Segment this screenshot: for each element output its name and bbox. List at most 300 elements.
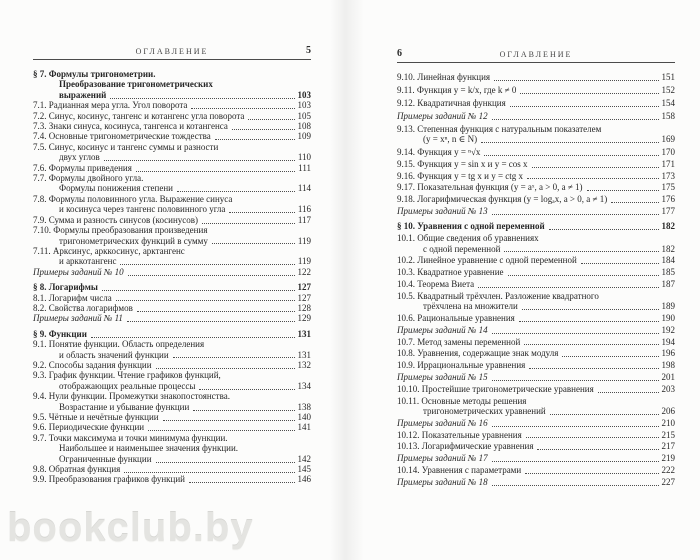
dot-leader <box>527 178 658 179</box>
toc-line <box>397 171 675 181</box>
toc-line <box>33 142 311 152</box>
toc-page-number: 192 <box>661 324 675 335</box>
toc-entry <box>33 69 311 100</box>
toc-line <box>33 313 311 323</box>
toc-entry-text: Примеры заданий № 16 <box>397 417 488 428</box>
toc-entry <box>33 370 311 391</box>
toc-page-number: 111 <box>298 162 311 173</box>
toc-entry <box>397 372 675 382</box>
toc-entry <box>33 142 311 163</box>
toc-entry-text: 7.7. Формулы двойного угла. <box>33 173 144 184</box>
toc-entry-text: 9.12. Квадратичная функция <box>397 97 506 108</box>
dot-leader <box>137 311 295 312</box>
dot-leader <box>492 426 659 427</box>
toc-entry <box>397 221 675 231</box>
toc-page-number: 203 <box>661 383 675 394</box>
toc-page-number: 227 <box>661 476 675 487</box>
toc-entry <box>397 384 675 394</box>
toc-page-number: 119 <box>297 256 311 267</box>
toc-line <box>397 111 675 121</box>
toc-line <box>397 348 675 358</box>
toc-line <box>397 372 675 382</box>
toc-entry-text: 7.8. Формулы половинного угла. Выражение синуса <box>33 193 233 204</box>
toc-page-number: 110 <box>297 152 311 163</box>
dot-leader <box>492 333 659 334</box>
toc-line <box>397 441 675 451</box>
toc-line <box>397 384 675 394</box>
toc-page-number: 103 <box>297 89 311 100</box>
toc-line <box>33 246 311 256</box>
toc-page-number: 134 <box>297 380 311 391</box>
dot-leader <box>492 214 659 215</box>
toc-entry <box>397 465 675 475</box>
toc-page-number: 114 <box>297 183 311 194</box>
toc-entry <box>397 396 675 417</box>
toc-page-number: 127 <box>297 292 311 303</box>
dot-leader <box>524 344 658 345</box>
toc-entry-text: 10.10. Простейшие тригонометрические уравнения <box>397 383 594 394</box>
toc-entry <box>33 303 311 313</box>
toc-page-number: 196 <box>661 348 675 359</box>
toc-entry <box>397 255 675 265</box>
book-page-right <box>397 48 675 488</box>
toc-entry-text: 9.7. Точки максимума и точки минимума функции. <box>33 432 228 443</box>
toc-entry <box>33 391 311 412</box>
toc-line <box>397 182 675 192</box>
toc-entry-text: 10.1. Общие сведения об уравнениях <box>397 233 539 244</box>
toc-page-number: 170 <box>661 146 675 157</box>
toc-page-number: 117 <box>297 214 311 225</box>
toc-entry <box>33 464 311 474</box>
toc-line <box>33 282 311 292</box>
dot-leader <box>492 485 659 486</box>
dot-leader <box>478 287 658 288</box>
toc-entry <box>397 124 675 145</box>
watermark-text: bookclub.by <box>7 506 254 550</box>
toc-line <box>59 183 311 193</box>
toc-entry <box>397 313 675 323</box>
toc-entry <box>33 474 311 484</box>
toc-line <box>33 464 311 474</box>
toc-entry-text: 9.10. Линейная функция <box>397 72 491 82</box>
toc-entry-text: § 7. Формулы тригонометрии. <box>33 69 156 79</box>
toc-entry <box>33 313 311 323</box>
toc-line <box>59 454 311 464</box>
toc-line <box>397 85 675 95</box>
toc-entry-text: 7.3. Знаки синуса, косинуса, тангенса и котангенса <box>33 121 228 132</box>
toc-entry-text: (y = xⁿ, n ∈ N) <box>423 134 478 145</box>
dot-leader <box>549 229 659 230</box>
dot-leader <box>116 300 295 301</box>
dot-leader <box>532 167 659 168</box>
dot-leader <box>484 155 658 156</box>
toc-page-number: 127 <box>297 282 311 293</box>
dot-leader <box>508 275 659 276</box>
toc-page-number: 128 <box>297 302 311 313</box>
dot-leader <box>526 437 659 438</box>
toc-entry <box>33 360 311 370</box>
dot-leader <box>104 160 295 161</box>
toc-list-right <box>397 72 675 487</box>
toc-line <box>33 339 311 349</box>
dot-leader <box>120 264 294 265</box>
toc-page-number: 132 <box>297 359 311 370</box>
toc-entry <box>397 453 675 463</box>
toc-entry <box>33 422 311 432</box>
toc-entry-text: Примеры заданий № 18 <box>397 476 488 487</box>
toc-line <box>397 98 675 108</box>
dot-leader <box>529 368 658 369</box>
toc-line <box>59 79 311 89</box>
dot-leader <box>504 251 658 252</box>
toc-page-number: 184 <box>661 255 675 266</box>
dot-leader <box>494 80 658 81</box>
dot-leader <box>127 321 295 322</box>
toc-entry-text: Примеры заданий № 15 <box>397 371 488 382</box>
toc-entry-text: § 9. Функции <box>33 328 87 339</box>
toc-entry-text: тригонометрических уравнений <box>423 405 546 416</box>
dot-leader <box>492 119 659 120</box>
toc-entry-text: 9.1. Понятие функции. Область определения <box>33 339 205 350</box>
toc-entry <box>33 100 311 110</box>
toc-entry-text: 9.11. Функция y = k/x, где k ≠ 0 <box>397 84 517 95</box>
toc-entry-text: 7.6. Формулы приведения <box>33 162 132 173</box>
toc-entry <box>397 72 675 82</box>
toc-line <box>33 267 311 277</box>
toc-line <box>397 337 675 347</box>
toc-entry-text: 9.5. Чётные и нечётные функции <box>33 412 159 422</box>
toc-line <box>33 225 311 235</box>
toc-entry-text: Примеры заданий № 10 <box>33 266 124 277</box>
toc-entry <box>397 111 675 121</box>
toc-line <box>33 360 311 370</box>
dot-leader <box>522 309 659 310</box>
dot-leader <box>193 410 294 411</box>
toc-page-number: 138 <box>297 401 311 412</box>
toc-entry-text: с одной переменной <box>423 243 501 254</box>
toc-line <box>397 124 675 134</box>
running-title: ОГЛАВЛЕНИЕ <box>135 47 209 56</box>
toc-page-number: 129 <box>297 313 311 324</box>
dot-leader <box>189 482 295 483</box>
toc-entry-text: 8.1. Логарифм числа <box>33 292 112 303</box>
toc-entry-text: 9.14. Функция y = ⁿ√x <box>397 146 481 157</box>
dot-leader <box>562 356 658 357</box>
toc-page-number: 116 <box>297 204 311 215</box>
toc-page-number: 201 <box>661 371 675 382</box>
toc-list-left <box>33 69 311 485</box>
toc-line <box>397 453 675 463</box>
toc-page-number: 131 <box>297 328 311 339</box>
dot-leader <box>232 129 295 130</box>
toc-entry-text: Преобразование тригонометрических <box>59 79 213 90</box>
toc-entry-text: Наибольшее и наименьшее значения функции. <box>59 443 239 454</box>
toc-entry <box>33 225 311 246</box>
dot-leader <box>611 202 658 203</box>
toc-page-number: 175 <box>661 182 675 193</box>
toc-line <box>397 194 675 204</box>
toc-entry <box>397 206 675 216</box>
toc-line <box>59 443 311 453</box>
dot-leader <box>156 368 295 369</box>
dot-leader <box>248 119 294 120</box>
toc-page-number: 103 <box>297 100 311 111</box>
toc-entry-text: 7.2. Синус, косинус, тангенс и котангенс угла поворота <box>33 110 245 121</box>
toc-line <box>397 279 675 289</box>
toc-page-number: 222 <box>661 464 675 475</box>
toc-entry-text: 7.11. Арксинус, арккосинус, арктангенс <box>33 245 185 256</box>
toc-entry <box>397 159 675 169</box>
toc-line <box>397 360 675 370</box>
toc-line <box>397 147 675 157</box>
toc-entry-text: 10.12. Показательные уравнения <box>397 429 522 440</box>
toc-line <box>423 301 675 311</box>
toc-entry-text: 9.17. Показательная функция (y = aˣ, a > 0, a ≠ 1) <box>397 182 583 193</box>
toc-entry-text: 10.14. Уравнения с параметрами <box>397 464 522 475</box>
toc-entry-text: § 10. Уравнения с одной переменной <box>397 221 545 232</box>
toc-line <box>397 465 675 475</box>
dot-leader <box>191 108 294 109</box>
toc-page-number: 177 <box>661 205 675 216</box>
dot-leader <box>229 212 294 213</box>
toc-page-number: 189 <box>661 301 675 312</box>
dot-leader <box>492 380 659 381</box>
toc-entry-text: 9.6. Периодические функции <box>33 422 145 433</box>
toc-line <box>397 430 675 440</box>
toc-line <box>397 255 675 265</box>
toc-entry <box>397 348 675 358</box>
toc-line <box>33 422 311 432</box>
dot-leader <box>520 93 658 94</box>
toc-entry <box>397 98 675 108</box>
toc-entry <box>397 325 675 335</box>
toc-line <box>397 418 675 428</box>
dot-leader <box>581 263 659 264</box>
toc-page-number: 119 <box>297 235 311 246</box>
toc-entry-text: 10.11. Основные методы решения <box>397 395 527 406</box>
dot-leader <box>519 321 659 322</box>
toc-entry <box>397 360 675 370</box>
toc-entry-text: Примеры заданий № 11 <box>33 313 123 324</box>
toc-entry-text: 9.13. Степенная функция с натуральным показателем <box>397 123 602 134</box>
toc-line <box>397 291 675 301</box>
toc-page-number: 182 <box>661 221 675 232</box>
toc-entry-text: тригонометрических функций в сумму <box>59 235 208 246</box>
toc-entry <box>397 194 675 204</box>
toc-line <box>33 131 311 141</box>
page-header <box>33 45 311 60</box>
toc-entry-text: трёхчлена на множители <box>423 301 518 312</box>
toc-line <box>33 433 311 443</box>
running-title: ОГЛАВЛЕНИЕ <box>499 50 573 59</box>
toc-line <box>59 381 311 391</box>
dot-leader <box>212 243 295 244</box>
toc-page-number: 142 <box>297 453 311 464</box>
dot-leader <box>124 472 294 473</box>
toc-entry-text: отображающих реальные процессы <box>59 380 196 391</box>
toc-line <box>33 370 311 380</box>
toc-entry <box>397 441 675 451</box>
toc-line <box>423 406 675 416</box>
toc-page-number: 190 <box>661 312 675 323</box>
toc-entry <box>33 267 311 277</box>
toc-entry-text: 10.13. Логарифмические уравнения <box>397 441 534 452</box>
page-number: 5 <box>306 45 311 56</box>
toc-page-number: 151 <box>661 72 675 82</box>
toc-line <box>33 215 311 225</box>
toc-entry-text: 7.4. Основные тригонометрические тождества <box>33 131 211 142</box>
toc-entry-text: 7.5. Синус, косинус и тангенс суммы и разности <box>33 141 219 152</box>
page-number: 6 <box>397 48 402 59</box>
toc-entry <box>33 131 311 141</box>
toc-page-number: 140 <box>297 412 311 422</box>
toc-entry-text: 7.1. Радианная мера угла. Угол поворота <box>33 100 188 111</box>
toc-page-number: 154 <box>661 97 675 108</box>
dot-leader <box>510 106 659 107</box>
toc-line <box>33 412 311 422</box>
toc-entry-text: 9.18. Логарифмическая функция (y = logₐx, a > 0, a ≠ 1) <box>397 194 608 205</box>
toc-page-number: 187 <box>661 278 675 289</box>
dot-leader <box>525 473 658 474</box>
toc-entry <box>397 477 675 487</box>
dot-leader <box>177 191 295 192</box>
toc-page-number: 131 <box>297 349 311 360</box>
toc-page-number: 182 <box>661 243 675 254</box>
toc-line <box>423 244 675 254</box>
toc-entry <box>33 246 311 267</box>
toc-page-number: 194 <box>661 336 675 347</box>
toc-line <box>59 236 311 246</box>
toc-page-number: 173 <box>661 170 675 181</box>
toc-line <box>59 152 311 162</box>
toc-page-number: 206 <box>661 405 675 416</box>
toc-entry-text: 9.9. Преобразования графиков функций <box>33 474 185 485</box>
toc-entry-text: 9.16. Функция y = tg x и y = ctg x <box>397 170 524 181</box>
toc-entry-text: двух углов <box>59 152 100 163</box>
toc-entry <box>33 111 311 121</box>
toc-entry-text: 10.9. Иррациональные уравнения <box>397 360 526 371</box>
toc-page-number: 169 <box>661 134 675 145</box>
toc-entry <box>33 433 311 464</box>
toc-entry-text: Примеры заданий № 13 <box>397 205 488 216</box>
toc-line <box>33 303 311 313</box>
dot-leader <box>110 98 294 99</box>
toc-entry <box>33 282 311 292</box>
toc-entry <box>397 279 675 289</box>
toc-line <box>33 173 311 183</box>
dot-leader <box>202 223 295 224</box>
toc-entry-text: 10.2. Линейное уравнение с одной переменной <box>397 255 577 266</box>
toc-page-number: 158 <box>661 110 675 121</box>
toc-line <box>59 90 311 100</box>
toc-entry-text: и косинуса через тангенс половинного угла <box>59 204 226 215</box>
toc-entry <box>397 418 675 428</box>
dot-leader <box>598 392 659 393</box>
toc-entry-text: 9.4. Нули функции. Промежутки знакопостоянства. <box>33 391 230 402</box>
toc-line <box>59 204 311 214</box>
toc-page-number: 105 <box>297 110 311 121</box>
toc-line <box>397 267 675 277</box>
toc-entry <box>33 412 311 422</box>
toc-entry-text: 10.6. Рациональные уравнения <box>397 312 515 323</box>
toc-entry-text: 9.2. Способы задания функции <box>33 359 152 370</box>
toc-page-number: 171 <box>661 158 675 169</box>
toc-page-number: 108 <box>297 121 311 132</box>
toc-line <box>33 100 311 110</box>
dot-leader <box>128 275 295 276</box>
toc-entry <box>33 173 311 194</box>
toc-line <box>397 159 675 169</box>
toc-line <box>397 221 675 231</box>
toc-line <box>59 402 311 412</box>
toc-entry-text: § 8. Логарифмы <box>33 282 98 293</box>
dot-leader <box>148 430 294 431</box>
toc-entry-text: 7.9. Сумма и разность синусов (косинусов) <box>33 214 199 225</box>
toc-line <box>33 391 311 401</box>
dot-leader <box>481 142 658 143</box>
toc-entry-text: и арккотангенс <box>59 256 117 267</box>
toc-page-number: 217 <box>661 441 675 452</box>
toc-page-number: 122 <box>297 266 311 277</box>
toc-entry <box>397 147 675 157</box>
toc-entry-text: 10.7. Метод замены переменной <box>397 336 521 347</box>
toc-entry-text: 9.8. Обратная функция <box>33 464 121 475</box>
toc-page-number: 109 <box>297 131 311 142</box>
toc-entry-text: Примеры заданий № 14 <box>397 324 488 335</box>
toc-line <box>33 69 311 79</box>
toc-entry-text: выражений <box>59 89 107 100</box>
toc-line <box>33 329 311 339</box>
toc-entry-text: Ограниченные функции <box>59 453 152 464</box>
toc-page-number: 198 <box>661 360 675 371</box>
toc-entry-text: 10.3. Квадратное уравнение <box>397 267 504 278</box>
book-page-left <box>33 45 311 485</box>
toc-line <box>59 350 311 360</box>
toc-line <box>33 293 311 303</box>
toc-line <box>33 163 311 173</box>
dot-leader <box>492 461 659 462</box>
toc-entry <box>33 163 311 173</box>
page-header <box>397 48 675 63</box>
toc-line <box>59 256 311 266</box>
dot-leader <box>156 462 295 463</box>
toc-page-number: 219 <box>661 453 675 464</box>
toc-line <box>397 325 675 335</box>
toc-entry <box>33 121 311 131</box>
toc-entry <box>397 430 675 440</box>
toc-line <box>33 121 311 131</box>
toc-line <box>397 313 675 323</box>
toc-line <box>33 111 311 121</box>
toc-entry-text: 10.8. Уравнения, содержащие знак модуля <box>397 348 559 359</box>
toc-entry <box>33 293 311 303</box>
dot-leader <box>102 290 295 291</box>
toc-entry <box>397 337 675 347</box>
toc-page-number: 176 <box>661 194 675 205</box>
dot-leader <box>136 171 295 172</box>
toc-line <box>397 477 675 487</box>
toc-entry <box>33 194 311 215</box>
toc-line <box>397 233 675 243</box>
toc-entry <box>397 291 675 312</box>
toc-entry-text: 8.2. Свойства логарифмов <box>33 302 133 313</box>
dot-leader <box>537 449 658 450</box>
toc-entry-text: и область значений функции <box>59 349 169 360</box>
toc-entry <box>397 85 675 95</box>
toc-page-number: 210 <box>661 417 675 428</box>
toc-entry-text: 9.3. График функции. Чтение графиков функций, <box>33 370 221 381</box>
toc-page-number: 146 <box>297 474 311 485</box>
